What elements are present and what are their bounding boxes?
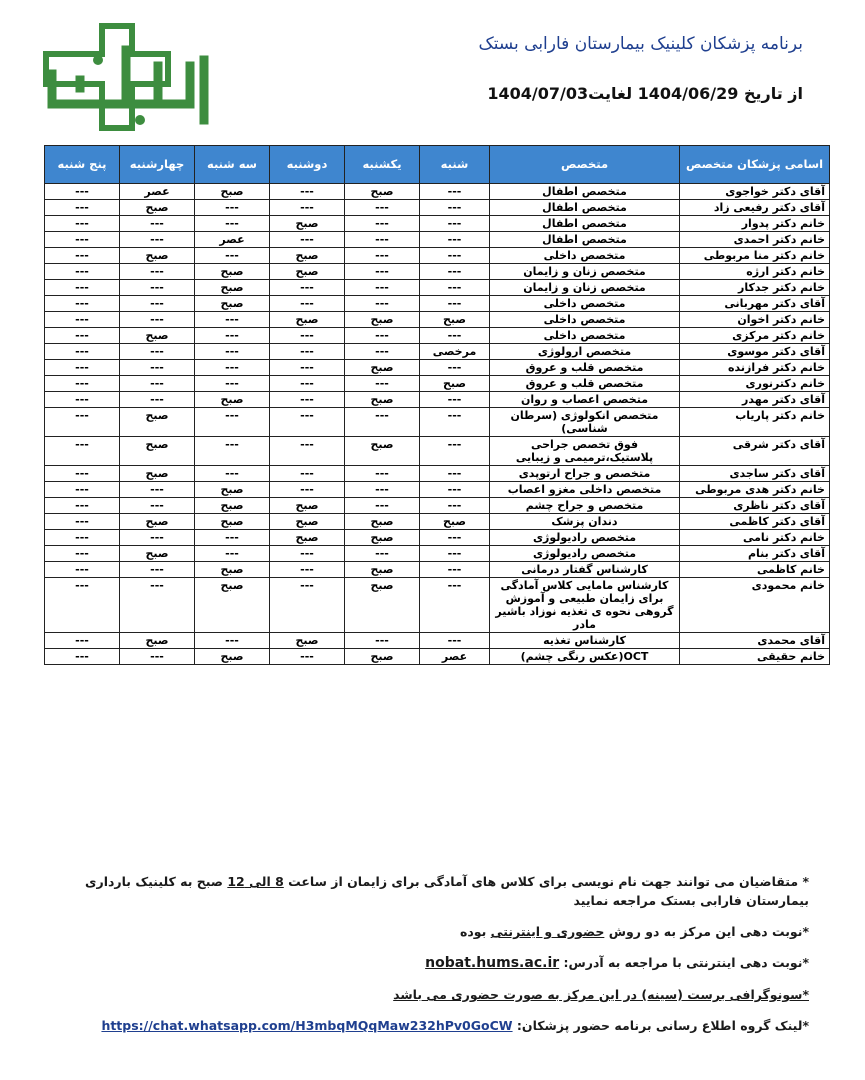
day-shift: ---	[195, 328, 270, 344]
day-shift: ---	[270, 437, 345, 466]
note-online-booking: *نوبت دهی اینترنتی با مراجعه به آدرس: nobat.hums.ac.ir	[425, 955, 809, 971]
schedule-table	[44, 145, 830, 665]
doctor-name: خانم دکتر مرکزی	[680, 328, 830, 344]
day-shift: ---	[45, 184, 120, 200]
specialty: متخصص رادیولوژی	[490, 546, 680, 562]
day-shift: ---	[270, 360, 345, 376]
day-shift: ---	[345, 216, 420, 232]
day-shift: صبح	[420, 376, 490, 392]
day-shift: ---	[45, 562, 120, 578]
day-shift: ---	[195, 530, 270, 546]
specialty: فوق تخصص جراحی پلاستیک،ترمیمی و زیبایی	[490, 437, 680, 466]
doctor-name: خانم دکتر منا مربوطی	[680, 248, 830, 264]
day-shift: ---	[45, 264, 120, 280]
table-row	[45, 578, 830, 633]
day-shift: ---	[120, 482, 195, 498]
day-shift: صبح	[195, 184, 270, 200]
specialty: متخصص انکولوژی (سرطان شناسی)	[490, 408, 680, 437]
registration-hours: 8 الی 12	[227, 874, 284, 889]
day-shift: صبح	[195, 392, 270, 408]
day-shift: ---	[45, 633, 120, 649]
booking-site-link[interactable]: nobat.hums.ac.ir	[425, 955, 560, 971]
day-shift: ---	[270, 328, 345, 344]
column-header: یکشنبه	[345, 146, 420, 184]
day-shift: ---	[120, 530, 195, 546]
day-shift: صبح	[345, 562, 420, 578]
day-shift: صبح	[195, 514, 270, 530]
day-shift: ---	[420, 466, 490, 482]
specialty: متخصص اطفال	[490, 216, 680, 232]
day-shift: صبح	[195, 649, 270, 665]
day-shift: ---	[420, 216, 490, 232]
day-shift: ---	[345, 296, 420, 312]
day-shift: ---	[270, 296, 345, 312]
table-row	[45, 360, 830, 376]
day-shift: ---	[420, 360, 490, 376]
day-shift: صبح	[270, 514, 345, 530]
table-row	[45, 328, 830, 344]
table-row	[45, 546, 830, 562]
day-shift: صبح	[345, 360, 420, 376]
day-shift: ---	[120, 376, 195, 392]
table-row	[45, 562, 830, 578]
table-row	[45, 498, 830, 514]
table-row	[45, 466, 830, 482]
table-row	[45, 312, 830, 328]
day-shift: ---	[195, 633, 270, 649]
notes-section	[60, 872, 809, 1047]
day-shift: ---	[195, 216, 270, 232]
day-shift: صبح	[345, 514, 420, 530]
day-shift: ---	[45, 392, 120, 408]
doctor-name: خانم محمودی	[680, 578, 830, 633]
day-shift: ---	[420, 530, 490, 546]
day-shift: ---	[420, 248, 490, 264]
table-row	[45, 514, 830, 530]
column-header: اسامی پزشکان متخصص	[680, 146, 830, 184]
day-shift: ---	[345, 280, 420, 296]
specialty: متخصص اعصاب و روان	[490, 392, 680, 408]
table-row	[45, 649, 830, 665]
doctor-name: خانم کاظمی	[680, 562, 830, 578]
day-shift: ---	[45, 232, 120, 248]
specialty: کارشناس گفتار درمانی	[490, 562, 680, 578]
day-shift: ---	[345, 466, 420, 482]
day-shift: ---	[345, 328, 420, 344]
day-shift: ---	[45, 360, 120, 376]
day-shift: صبح	[270, 530, 345, 546]
day-shift: ---	[120, 296, 195, 312]
day-shift: ---	[120, 344, 195, 360]
table-row	[45, 248, 830, 264]
table-row	[45, 437, 830, 466]
day-shift: صبح	[270, 633, 345, 649]
day-shift: صبح	[195, 562, 270, 578]
day-shift: صبح	[195, 498, 270, 514]
specialty: متخصص قلب و عروق	[490, 376, 680, 392]
table-row	[45, 280, 830, 296]
day-shift: ---	[270, 392, 345, 408]
doctor-name: آقای دکتر کاظمی	[680, 514, 830, 530]
day-shift: ---	[420, 482, 490, 498]
doctor-name: خانم دکتر فرازنده	[680, 360, 830, 376]
day-shift: ---	[45, 280, 120, 296]
specialty: متخصص رادیولوژی	[490, 530, 680, 546]
day-shift: ---	[45, 328, 120, 344]
specialty: متخصص داخلی	[490, 328, 680, 344]
date-range: از تاریخ 1404/06/29 لغایت1404/07/03	[487, 84, 803, 103]
day-shift: صبح	[120, 633, 195, 649]
note-ultrasound: *سونوگرافی برست (سینه) در این مرکز به صورت حضوری می باشد	[393, 987, 809, 1002]
day-shift: ---	[45, 248, 120, 264]
day-shift: ---	[270, 482, 345, 498]
day-shift: ---	[195, 408, 270, 437]
day-shift: ---	[420, 280, 490, 296]
day-shift: ---	[420, 232, 490, 248]
farabi-logo-icon	[40, 20, 220, 135]
doctor-name: خانم حقیقی	[680, 649, 830, 665]
day-shift: ---	[345, 633, 420, 649]
day-shift: صبح	[345, 649, 420, 665]
day-shift: ---	[345, 482, 420, 498]
day-shift: ---	[120, 264, 195, 280]
day-shift: ---	[45, 498, 120, 514]
doctor-name: آقای دکتر ساجدی	[680, 466, 830, 482]
day-shift: عصر	[195, 232, 270, 248]
day-shift: صبح	[270, 216, 345, 232]
table-row	[45, 344, 830, 360]
day-shift: صبح	[120, 546, 195, 562]
table-row	[45, 184, 830, 200]
day-shift: ---	[345, 232, 420, 248]
day-shift: ---	[420, 633, 490, 649]
day-shift: ---	[345, 200, 420, 216]
day-shift: ---	[345, 264, 420, 280]
table-row	[45, 296, 830, 312]
specialty: متخصص و جراح چشم	[490, 498, 680, 514]
doctor-name: آقای دکتر مهربانی	[680, 296, 830, 312]
day-shift: صبح	[345, 530, 420, 546]
day-shift: ---	[270, 578, 345, 633]
specialty: کارشناس تغذیه	[490, 633, 680, 649]
day-shift: صبح	[270, 312, 345, 328]
table-row	[45, 633, 830, 649]
day-shift: ---	[45, 312, 120, 328]
day-shift: صبح	[195, 578, 270, 633]
doctor-name: خانم دکتر هدی مربوطی	[680, 482, 830, 498]
day-shift: ---	[45, 514, 120, 530]
specialty: متخصص و جراح ارتوپدی	[490, 466, 680, 482]
column-header: چهارشنبه	[120, 146, 195, 184]
day-shift: ---	[195, 248, 270, 264]
doctor-name: خانم دکتر جدکار	[680, 280, 830, 296]
day-shift: ---	[195, 437, 270, 466]
day-shift: ---	[120, 232, 195, 248]
day-shift: ---	[420, 264, 490, 280]
note-registration: * متقاضیان می توانند جهت نام نویسی برای کلاس های آمادگی برای زایمان از ساعت 8 الی 12 صبح به کلینیک بارداری بیمارستان فارابی بستک مراجعه نمایید	[85, 874, 809, 908]
day-shift: ---	[420, 437, 490, 466]
day-shift: ---	[45, 578, 120, 633]
day-shift: صبح	[345, 578, 420, 633]
day-shift: ---	[195, 312, 270, 328]
day-shift: ---	[120, 578, 195, 633]
day-shift: صبح	[195, 264, 270, 280]
doctor-name: خانم دکتر ارژه	[680, 264, 830, 280]
doctor-name: آقای دکتر ناظری	[680, 498, 830, 514]
table-body	[45, 184, 830, 665]
day-shift: ---	[270, 408, 345, 437]
day-shift: ---	[120, 216, 195, 232]
day-shift: ---	[195, 466, 270, 482]
day-shift: ---	[270, 200, 345, 216]
specialty: متخصص اطفال	[490, 232, 680, 248]
day-shift: صبح	[120, 466, 195, 482]
day-shift: صبح	[270, 498, 345, 514]
day-shift: صبح	[420, 514, 490, 530]
specialty: کارشناس مامایی کلاس آمادگی برای زایمان طبیعی و آموزش گروهی نحوه ی تغذیه نوزاد باشیر مادر	[490, 578, 680, 633]
page-title: برنامه پزشکان کلینیک بیمارستان فارابی بستک	[478, 34, 803, 54]
day-shift: ---	[345, 248, 420, 264]
day-shift: ---	[45, 466, 120, 482]
doctor-name: خانم دکتر پدوار	[680, 216, 830, 232]
column-header: دوشنبه	[270, 146, 345, 184]
specialty: متخصص قلب و عروق	[490, 360, 680, 376]
day-shift: صبح	[345, 392, 420, 408]
day-shift: صبح	[195, 482, 270, 498]
day-shift: ---	[45, 482, 120, 498]
doctor-name: آقای محمدی	[680, 633, 830, 649]
day-shift: ---	[270, 649, 345, 665]
day-shift: ---	[345, 546, 420, 562]
day-shift: ---	[420, 578, 490, 633]
day-shift: ---	[345, 498, 420, 514]
day-shift: ---	[270, 376, 345, 392]
doctor-name: خانم دکترنوری	[680, 376, 830, 392]
table-row	[45, 216, 830, 232]
day-shift: صبح	[270, 264, 345, 280]
day-shift: ---	[195, 200, 270, 216]
specialty: متخصص داخلی	[490, 248, 680, 264]
day-shift: ---	[270, 344, 345, 360]
day-shift: ---	[420, 408, 490, 437]
day-shift: صبح	[120, 328, 195, 344]
specialty: دندان پزشک	[490, 514, 680, 530]
day-shift: ---	[120, 498, 195, 514]
day-shift: ---	[420, 200, 490, 216]
day-shift: عصر	[420, 649, 490, 665]
day-shift: ---	[45, 296, 120, 312]
day-shift: ---	[120, 392, 195, 408]
day-shift: ---	[420, 546, 490, 562]
day-shift: ---	[45, 649, 120, 665]
day-shift: صبح	[195, 296, 270, 312]
day-shift: ---	[120, 312, 195, 328]
table-row	[45, 376, 830, 392]
day-shift: ---	[345, 408, 420, 437]
day-shift: عصر	[120, 184, 195, 200]
day-shift: ---	[270, 232, 345, 248]
doctor-name: آقای دکتر بنام	[680, 546, 830, 562]
note-booking-methods: *نوبت دهی این مرکز به دو روش حضوری و اینترنتی بوده	[459, 924, 809, 939]
day-shift: ---	[45, 437, 120, 466]
day-shift: صبح	[420, 312, 490, 328]
day-shift: ---	[270, 184, 345, 200]
day-shift: ---	[420, 328, 490, 344]
day-shift: صبح	[120, 408, 195, 437]
doctor-name: آقای دکتر خواجوی	[680, 184, 830, 200]
doctor-name: خانم دکتر نامی	[680, 530, 830, 546]
doctor-name: آقای دکتر شرقی	[680, 437, 830, 466]
specialty: متخصص داخلی	[490, 296, 680, 312]
specialty: متخصص ارولوژی	[490, 344, 680, 360]
table-row	[45, 232, 830, 248]
table-row	[45, 482, 830, 498]
whatsapp-group-link[interactable]: https://chat.whatsapp.com/H3mbqMQqMaw232hPv0GoCW	[101, 1018, 513, 1033]
column-header: سه شنبه	[195, 146, 270, 184]
day-shift: ---	[120, 649, 195, 665]
specialty: متخصص اطفال	[490, 200, 680, 216]
table-row	[45, 530, 830, 546]
specialty: متخصص اطفال	[490, 184, 680, 200]
table-row	[45, 264, 830, 280]
day-shift: ---	[420, 562, 490, 578]
day-shift: ---	[270, 546, 345, 562]
specialty: متخصص زنان و زایمان	[490, 280, 680, 296]
day-shift: ---	[45, 344, 120, 360]
day-shift: صبح	[345, 312, 420, 328]
day-shift: ---	[270, 562, 345, 578]
table-row	[45, 392, 830, 408]
doctor-name: آقای دکتر موسوی	[680, 344, 830, 360]
note-whatsapp: *لینک گروه اطلاع رسانی برنامه حضور پزشکان: https://chat.whatsapp.com/H3mbqMQqMaw232hPv0GoCW	[101, 1018, 809, 1033]
day-shift: ---	[345, 376, 420, 392]
specialty: متخصص زنان و زایمان	[490, 264, 680, 280]
day-shift: ---	[45, 546, 120, 562]
day-shift: صبح	[270, 248, 345, 264]
table-row	[45, 200, 830, 216]
day-shift: ---	[420, 184, 490, 200]
column-header: شنبه	[420, 146, 490, 184]
day-shift: ---	[120, 280, 195, 296]
day-shift: ---	[120, 360, 195, 376]
day-shift: ---	[195, 546, 270, 562]
day-shift: ---	[270, 466, 345, 482]
day-shift: ---	[45, 530, 120, 546]
day-shift: صبح	[120, 514, 195, 530]
day-shift: ---	[45, 216, 120, 232]
day-shift: ---	[270, 280, 345, 296]
table-header-row	[45, 146, 830, 184]
doctor-name: آقای دکتر رفیعی زاد	[680, 200, 830, 216]
day-shift: صبح	[120, 200, 195, 216]
doctor-name: خانم دکتر احمدی	[680, 232, 830, 248]
specialty: متخصص داخلی مغزو اعصاب	[490, 482, 680, 498]
table-row	[45, 408, 830, 437]
column-header: پنج شنبه	[45, 146, 120, 184]
day-shift: ---	[195, 360, 270, 376]
day-shift: ---	[195, 344, 270, 360]
day-shift: ---	[345, 344, 420, 360]
doctor-name: خانم دکتر پاریاب	[680, 408, 830, 437]
day-shift: صبح	[345, 184, 420, 200]
day-shift: ---	[120, 562, 195, 578]
day-shift: ---	[420, 392, 490, 408]
day-shift: ---	[420, 498, 490, 514]
day-shift: مرخصی	[420, 344, 490, 360]
day-shift: صبح	[120, 437, 195, 466]
day-shift: ---	[195, 376, 270, 392]
day-shift: صبح	[195, 280, 270, 296]
doctor-name: خانم دکتر اخوان	[680, 312, 830, 328]
doctor-name: آقای دکتر مهدر	[680, 392, 830, 408]
column-header: متخصص	[490, 146, 680, 184]
day-shift: ---	[45, 376, 120, 392]
day-shift: ---	[45, 200, 120, 216]
day-shift: ---	[420, 296, 490, 312]
specialty: متخصص داخلی	[490, 312, 680, 328]
day-shift: ---	[45, 408, 120, 437]
day-shift: صبح	[345, 437, 420, 466]
specialty: OCT(عکس رنگی چشم)	[490, 649, 680, 665]
day-shift: صبح	[120, 248, 195, 264]
